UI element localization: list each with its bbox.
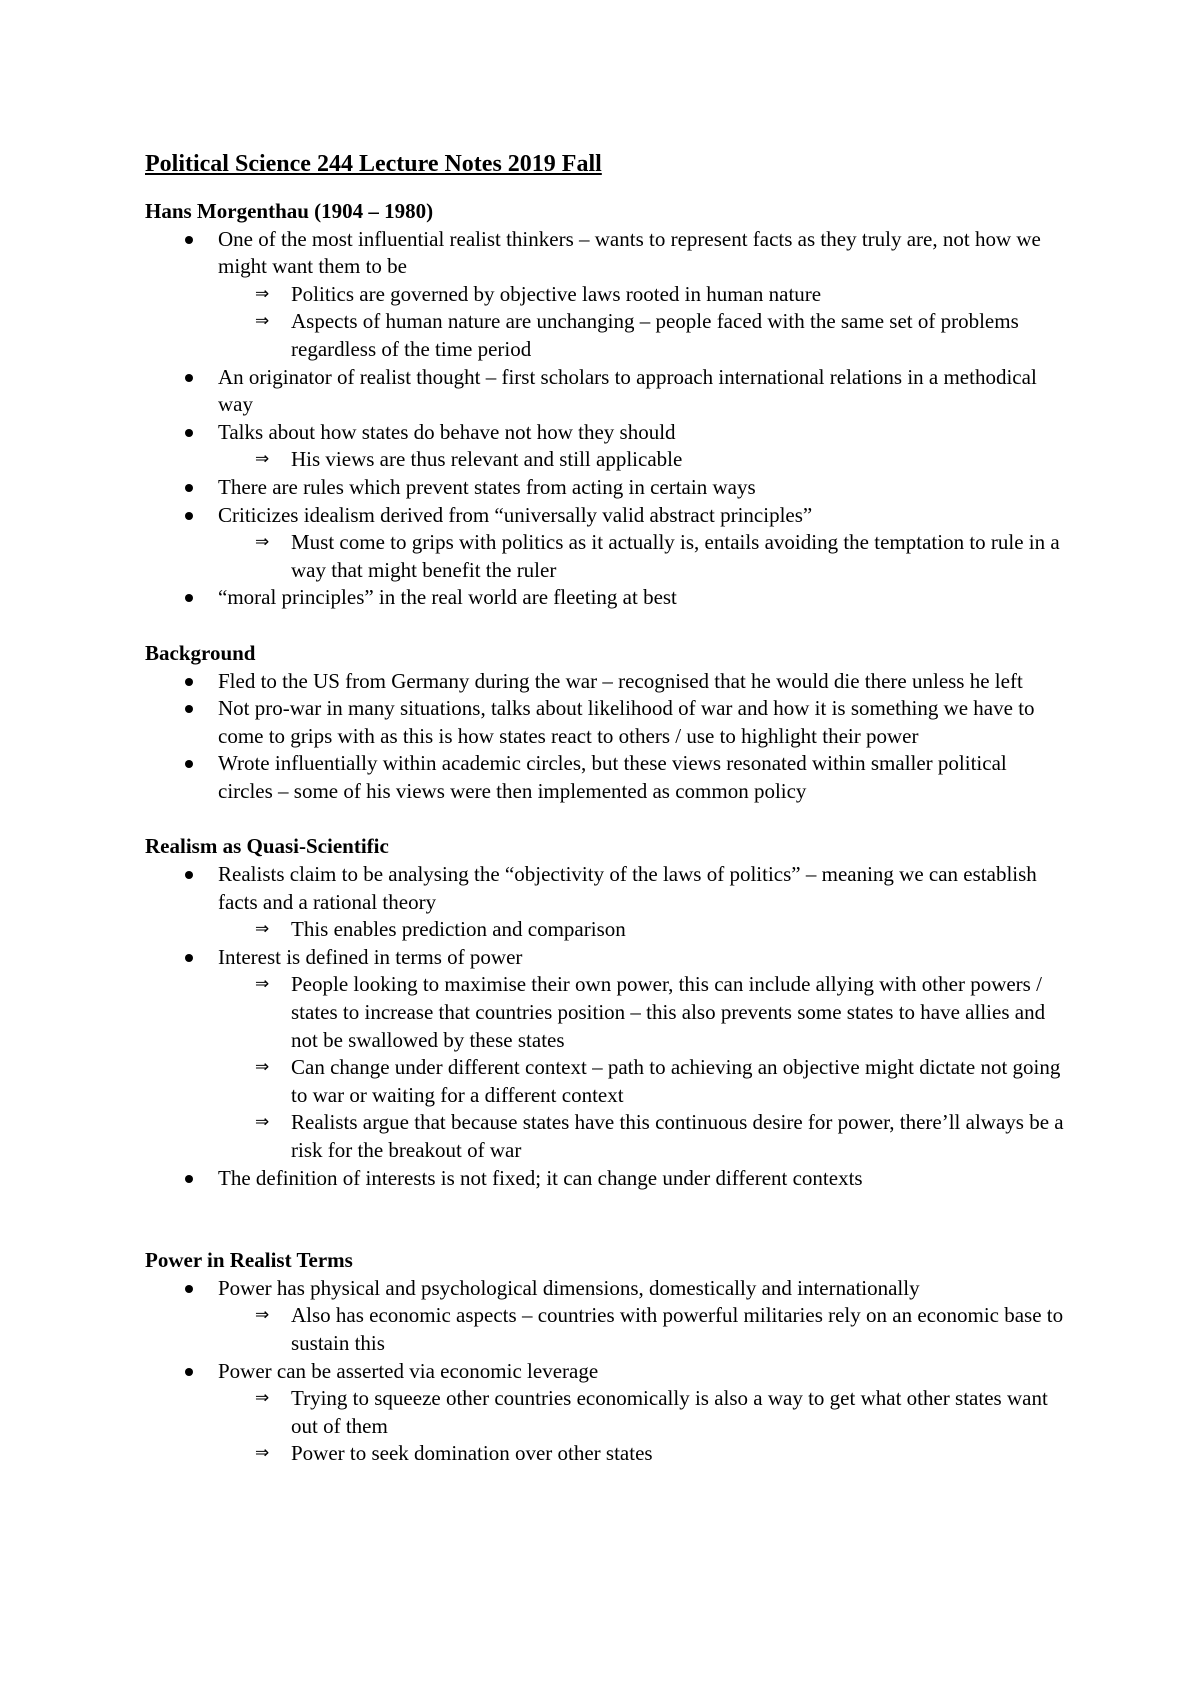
bullet-text: Fled to the US from Germany during the war – recognised that he would die there unless he left xyxy=(218,668,1023,693)
sub-bullet-text: Can change under different context – path to achieving an objective might dictate not going to war or waiting for a different context xyxy=(291,1055,1061,1107)
bullet-icon xyxy=(185,678,193,686)
sub-bullet-text: Trying to squeeze other countries economically is also a way to get what other states want out of them xyxy=(291,1386,1048,1438)
bullet-icon xyxy=(185,429,193,437)
bullet-icon xyxy=(185,871,193,879)
sub-bullet-text: People looking to maximise their own power, this can include allying with other powers / states to increase that countries position – this also prevents some states to have allies and not be swallowed by these states xyxy=(291,972,1046,1052)
bullet-list xyxy=(145,668,1065,806)
notes-section xyxy=(145,198,1065,612)
bullet-item xyxy=(145,474,1065,502)
double-arrow-icon: ⇒ xyxy=(255,532,270,553)
section-heading: Realism as Quasi-Scientific xyxy=(145,834,389,859)
sub-bullet-text: This enables prediction and comparison xyxy=(291,917,626,942)
bullet-item xyxy=(145,584,1065,612)
document-page xyxy=(145,148,1065,1468)
bullet-item xyxy=(145,502,1065,585)
sub-bullet-item xyxy=(145,281,1065,309)
bullet-text: “moral principles” in the real world are fleeting at best xyxy=(218,585,677,610)
section-heading: Power in Realist Terms xyxy=(145,1248,353,1273)
sub-bullet-item xyxy=(145,1385,1065,1440)
double-arrow-icon: ⇒ xyxy=(255,974,270,995)
bullet-icon xyxy=(185,594,193,602)
bullet-icon xyxy=(185,954,193,962)
notes-section xyxy=(145,833,1065,1192)
bullet-icon xyxy=(185,1175,193,1183)
sub-bullet-item xyxy=(145,1109,1065,1164)
bullet-icon xyxy=(185,760,193,768)
double-arrow-icon: ⇒ xyxy=(255,449,270,470)
bullet-text: Talks about how states do behave not how they should xyxy=(218,419,676,444)
sub-bullet-item xyxy=(145,1302,1065,1357)
bullet-text: The definition of interests is not fixed; it can change under different contexts xyxy=(218,1165,863,1190)
notes-body xyxy=(145,198,1065,1468)
section-heading: Background xyxy=(145,640,256,665)
bullet-text: An originator of realist thought – first scholars to approach international relations in a methodical way xyxy=(218,364,1037,417)
bullet-icon xyxy=(185,1368,193,1376)
bullet-list xyxy=(145,226,1065,612)
sub-bullet-text: Must come to grips with politics as it actually is, entails avoiding the temptation to rule in a way that might benefit the ruler xyxy=(291,530,1060,582)
double-arrow-icon: ⇒ xyxy=(255,311,270,332)
sub-bullet-text: Power to seek domination over other states xyxy=(291,1441,653,1466)
bullet-text: Not pro-war in many situations, talks about likelihood of war and how it is something we have to come to grips with as this is how states react to others / use to highlight their power xyxy=(218,696,1035,748)
bullet-item xyxy=(145,695,1065,750)
sub-bullet-item xyxy=(145,446,1065,474)
bullet-text: Realists claim to be analysing the “objectivity of the laws of politics” – meaning we can establish facts and a rational theory xyxy=(218,862,1037,914)
bullet-icon xyxy=(185,1285,193,1293)
bullet-text: There are rules which prevent states from acting in certain ways xyxy=(218,474,756,499)
sub-bullet-item xyxy=(145,971,1065,1054)
bullet-item xyxy=(145,226,1065,364)
bullet-text: Criticizes idealism derived from “universally valid abstract principles” xyxy=(218,502,813,527)
notes-section xyxy=(145,1247,1065,1468)
bullet-text: Power can be asserted via economic leverage xyxy=(218,1358,599,1383)
bullet-item xyxy=(145,1275,1065,1358)
sub-bullet-item xyxy=(145,1054,1065,1109)
sub-bullet-item xyxy=(145,308,1065,363)
double-arrow-icon: ⇒ xyxy=(255,1112,270,1133)
sub-bullet-list xyxy=(145,281,1065,364)
sub-bullet-list xyxy=(145,446,1065,474)
bullet-item xyxy=(145,419,1065,474)
bullet-text: One of the most influential realist thinkers – wants to represent facts as they truly are, not how we might want them to be xyxy=(218,226,1041,279)
sub-bullet-text: His views are thus relevant and still applicable xyxy=(291,447,683,472)
sub-bullet-list xyxy=(145,971,1065,1164)
bullet-icon xyxy=(185,512,193,520)
bullet-icon xyxy=(185,705,193,713)
double-arrow-icon: ⇒ xyxy=(255,1443,270,1464)
sub-bullet-list xyxy=(145,1385,1065,1468)
sub-bullet-text: Also has economic aspects – countries with powerful militaries rely on an economic base to sustain this xyxy=(291,1303,1064,1355)
bullet-icon xyxy=(185,374,193,382)
sub-bullet-item xyxy=(145,529,1065,584)
bullet-list xyxy=(145,861,1065,1192)
bullet-item xyxy=(145,750,1065,805)
bullet-item xyxy=(145,364,1065,419)
bullet-item xyxy=(145,861,1065,944)
sub-bullet-item xyxy=(145,1440,1065,1468)
sub-bullet-list xyxy=(145,916,1065,944)
sub-bullet-text: Realists argue that because states have this continuous desire for power, there’ll always be a risk for the breakout of war xyxy=(291,1110,1064,1162)
sub-bullet-text: Aspects of human nature are unchanging – people faced with the same set of problems regardless of the time period xyxy=(291,309,1019,361)
sub-bullet-text: Politics are governed by objective laws rooted in human nature xyxy=(291,281,822,306)
sub-bullet-list xyxy=(145,1302,1065,1357)
double-arrow-icon: ⇒ xyxy=(255,919,270,940)
section-heading: Hans Morgenthau (1904 – 1980) xyxy=(145,199,434,223)
document-title: Political Science 244 Lecture Notes 2019 Fall xyxy=(145,151,602,177)
double-arrow-icon: ⇒ xyxy=(255,283,270,304)
bullet-item xyxy=(145,668,1065,696)
bullet-text: Interest is defined in terms of power xyxy=(218,944,523,969)
sub-bullet-list xyxy=(145,529,1065,584)
bullet-item xyxy=(145,944,1065,1165)
bullet-icon xyxy=(185,484,193,492)
bullet-text: Wrote influentially within academic circles, but these views resonated within smaller political circles – some of his views were then implemented as common policy xyxy=(218,751,1007,803)
bullet-list xyxy=(145,1275,1065,1468)
bullet-item xyxy=(145,1165,1065,1193)
bullet-text: Power has physical and psychological dimensions, domestically and internationally xyxy=(218,1275,920,1300)
double-arrow-icon: ⇒ xyxy=(255,1305,270,1326)
sub-bullet-item xyxy=(145,916,1065,944)
notes-section xyxy=(145,640,1065,806)
bullet-icon xyxy=(185,236,193,244)
double-arrow-icon: ⇒ xyxy=(255,1057,270,1078)
bullet-item xyxy=(145,1358,1065,1468)
double-arrow-icon: ⇒ xyxy=(255,1388,270,1409)
